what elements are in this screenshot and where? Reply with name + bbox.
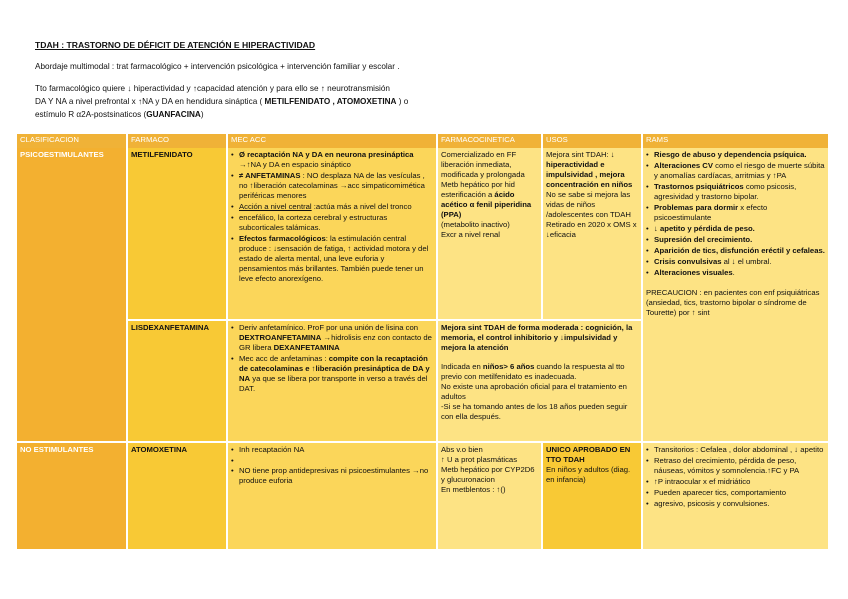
cinetica-atomo-t2: ↑ U a prot plasmáticas <box>441 455 518 464</box>
rams-atomo-2: ↑P intraocular x ef midriático <box>654 477 751 486</box>
mec-lisdex-b1-bold2: DEXANFETAMINA <box>273 343 340 352</box>
usos-metil-t1-bold: hiperactividad e impulsividad , mejora concentración en niños <box>546 160 633 189</box>
mec-metil-b5-bold: Efectos farmacológicos <box>239 234 326 243</box>
rams-psico-1-rest: como el riesgo de muerte súbita y anomalías cardíacas, arritmias y ↑PA <box>654 161 825 180</box>
rams-psico-4-bold: ↓ apetito y pérdida de peso. <box>654 224 755 233</box>
list-item <box>646 477 825 487</box>
row-atomoxetina <box>17 442 829 550</box>
cinetica-metil-t2-text: Metb hepático por hid esterificación a <box>441 180 515 199</box>
usos-metil-t2: No se sabe si mejora las vidas de niños /adolescentes con TDAH <box>546 190 631 219</box>
cell-farmaco-metilfenidato: METILFENIDATO <box>127 148 227 320</box>
cinetica-atomo-t1: Abs v.o bien <box>441 445 483 454</box>
mec-lisdex-b1-b: →hidrolisis enz con contacto de GR libera <box>239 333 432 352</box>
mec-atomo-b1: Inh recaptación NA <box>239 445 305 454</box>
mec-metil-b3-u: Acción a nivel central <box>239 202 312 211</box>
cell-mec-lisdexanfetamina <box>227 320 437 442</box>
cell-cinetica-atomoxetina <box>437 442 542 550</box>
intro-line-2: Tto farmacológico quiere ↓ hiperactividad y ↑capacidad atención y para ello se ↑ neurotransmisión <box>35 84 390 93</box>
usos-metil-t1 <box>546 150 638 190</box>
mec-atomo-b2: NO tiene prop antidepresivas ni psicoestimulantes →no produce euforia <box>239 466 429 485</box>
lisdex-edad: niños> 6 años <box>482 362 535 371</box>
rams-psico-0-bold: Riesgo de abuso y dependencia psíquica. <box>654 150 807 159</box>
lisdex-indicada <box>441 362 638 382</box>
cell-cinetica-usos-lisdexanfetamina <box>437 320 642 442</box>
rams-psico-8-rest: . <box>732 268 735 277</box>
header-row <box>17 134 829 148</box>
rams-atomo-4: agresivo, psicosis y convulsiones. <box>654 499 770 508</box>
header-usos: USOS <box>542 134 642 148</box>
cinetica-metil-t2 <box>441 180 538 220</box>
rams-psico-7-bold: Crisis convulsivas <box>654 257 722 266</box>
usos-atomo-t1: En niños y adultos (diag. en infancia) <box>546 465 631 484</box>
list-item <box>646 499 825 509</box>
list-item <box>231 354 433 394</box>
usos-atomo-bold: UNICO APROBADO EN TTO TDAH <box>546 445 631 464</box>
header-mec-acc: MEC ACC <box>227 134 437 148</box>
list-item <box>231 466 433 486</box>
header-farmaco: FARMACO <box>127 134 227 148</box>
list-item <box>646 246 825 256</box>
rams-atomo-3: Pueden aparecer tics, comportamiento <box>654 488 787 497</box>
list-item <box>231 445 433 455</box>
intro-line-4-c: ) <box>200 110 204 119</box>
rams-psico-2-bold: Trastornos psiquiátricos <box>654 182 744 191</box>
rams-atomo-0: Transitorios : Cefalea , dolor abdominal , ↓ apetito <box>654 445 824 454</box>
intro-line-4 <box>35 110 204 121</box>
lisdex-indicada-a: Indicada en <box>441 362 481 371</box>
list-item <box>646 268 825 278</box>
mec-metil-b2-bold: ≠ ANFETAMINAS <box>239 171 301 180</box>
mec-lisdex-b1-bold: DEXTROANFETAMINA <box>239 333 322 342</box>
list-item <box>646 235 825 245</box>
list-item <box>646 182 825 202</box>
page-title: TDAH : TRASTORNO DE DÉFICIT DE ATENCIÓN E HIPERACTIVIDAD <box>35 40 316 50</box>
header-rams: RAMS <box>642 134 829 148</box>
spacer <box>231 456 433 465</box>
intro-line-3-a: DA Y NA a nivel prefrontal x ↑NA y DA en hendidura sináptica ( <box>35 97 263 106</box>
intro-drugs: METILFENIDATO , ATOMOXETINA <box>264 97 397 106</box>
mec-metil-b5-rest: : la estimulación central produce : ↓sensación de fatiga, ↑ actividad motora y del estado de alerta mental, una leve euforia y pensamientos más brillantes. También puede tener un leve efecto anorexígeno. <box>239 234 429 283</box>
header-clasificacion: CLASIFICACION <box>17 134 127 148</box>
list-item <box>646 456 825 476</box>
list-item <box>231 202 433 212</box>
cell-mec-metilfenidato <box>227 148 437 320</box>
lisdex-18: -Si se ha tomando antes de los 18 años pueden seguir con ella después. <box>441 402 628 421</box>
lisdex-indicada-b: cuando la respuesta al tto previo con metilfenidato es inadecuada. <box>441 362 625 381</box>
list-item <box>646 150 825 160</box>
rams-psico-5-bold: Supresión del crecimiento. <box>654 235 753 244</box>
mec-metil-b1-bold: Ø recaptación NA y DA en neurona presináptica <box>239 150 414 159</box>
mec-metil-b4: encefálico, la corteza cerebral y estructuras subcorticales talámicas. <box>239 213 388 232</box>
list-item <box>231 213 433 233</box>
rams-psico-6-bold: Aparición de tics, disfunción eréctil y cefaleas. <box>654 246 825 255</box>
intro-line-4-a: estímulo R α2A-postsinaticos ( <box>35 110 147 119</box>
cell-usos-atomoxetina <box>542 442 642 550</box>
usos-metil-t3: Retirado en 2020 x OMS x ↓eficacia <box>546 220 637 239</box>
lisdex-adultos: No existe una aprobación oficial para el tratamiento en adultos <box>441 382 627 401</box>
row-metilfenidato <box>17 148 829 320</box>
cell-farmaco-atomoxetina: ATOMOXETINA <box>127 442 227 550</box>
intro-abordaje: Abordaje multimodal : trat farmacológico + intervención psicológica + intervención familiar y escolar . <box>35 62 400 71</box>
mec-lisdex-b1-a: Deriv anfetamínico. ProF por una unión de lisina con <box>239 323 419 332</box>
cell-clasificacion-psicoestimulantes: PSICOESTIMULANTES <box>17 148 127 442</box>
list-item <box>231 150 433 170</box>
usos-metil-t1-text: Mejora sint TDAH: ↓ <box>546 150 615 159</box>
list-item <box>646 445 825 455</box>
list-item <box>646 257 825 267</box>
tdah-table <box>17 134 830 551</box>
cell-farmaco-lisdexanfetamina: LISDEXANFETAMINA <box>127 320 227 442</box>
cinetica-metil-t3: (metabolito inactivo) <box>441 220 510 229</box>
cell-cinetica-metilfenidato <box>437 148 542 320</box>
intro-guanfacina: GUANFACINA <box>146 110 201 119</box>
intro-line-3 <box>35 97 408 108</box>
header-farmacocinetica: FARMACOCINETICA <box>437 134 542 148</box>
intro-line-3-c: ) o <box>398 97 409 106</box>
list-item <box>646 161 825 181</box>
cell-clasificacion-no-estimulantes: NO ESTIMULANTES <box>17 442 127 550</box>
list-item <box>646 224 825 234</box>
list-item <box>646 203 825 223</box>
rams-psico-3-rest: x efecto psicoestimulante <box>654 203 768 222</box>
list-item <box>231 323 433 353</box>
mec-lisdex-b2-rest: ya que se libera por transporte in verso a través del DAT. <box>239 374 428 393</box>
rams-psico-1-bold: Alteraciones CV <box>654 161 713 170</box>
mec-lisdex-b2-a: Mec acc de anfetaminas : <box>239 354 327 363</box>
rams-psico-2-rest: como psicosis, agresividad y trastorno bipolar. <box>654 182 797 201</box>
cell-usos-metilfenidato <box>542 148 642 320</box>
rams-precaucion: PRECAUCION : en pacientes con enf psiquiátricas (ansiedad, tics, trastorno bipolar o síndrome de Tourette) por ↑ sint <box>646 288 820 317</box>
mec-lisdex-b2-bold: compite con la recaptación de catecolaminas e ↑liberación presináptica de DA y NA <box>239 354 430 383</box>
mec-metil-b1-rest: →↑NA y DA en espacio sináptico <box>239 160 351 169</box>
list-item <box>646 488 825 498</box>
cinetica-metil-t4: Excr a nivel renal <box>441 230 500 239</box>
cinetica-metil-t1: Comercializado en FF liberación inmediata, modificada y prolongada <box>441 150 525 179</box>
cell-mec-atomoxetina <box>227 442 437 550</box>
cinetica-atomo-t4: En metblentos : ↑() <box>441 485 506 494</box>
lisdex-mejora: Mejora sint TDAH de forma moderada : cognición, la memoria, el control inhibitorio y ↓impulsividad y mejora la atención <box>441 323 633 352</box>
cinetica-atomo-t3: Metb hepático por CYP2D6 y glucuronacion <box>441 465 535 484</box>
cinetica-metil-ppa: ácido acético α fenil piperidina (PPA) <box>441 190 532 219</box>
list-item <box>231 171 433 201</box>
cell-rams-atomoxetina <box>642 442 829 550</box>
list-item <box>231 234 433 284</box>
rams-psico-8-bold: Alteraciones visuales <box>654 268 733 277</box>
rams-psico-3-bold: Problemas para dormir <box>654 203 739 212</box>
rams-atomo-1: Retraso del crecimiento, pérdida de peso, náuseas, vómitos y somnolencia.↑FC y PA <box>654 456 800 475</box>
mec-metil-b3-rest: :actúa más a nivel del tronco <box>313 202 412 211</box>
cell-rams-psicoestimulantes <box>642 148 829 442</box>
rams-psico-7-rest: al ↓ el umbral. <box>721 257 772 266</box>
mec-metil-b2-rest: : NO desplaza NA de las vesículas , no ↑liberación catecolaminas →acc simpaticomimética periféricas menores <box>239 171 425 200</box>
